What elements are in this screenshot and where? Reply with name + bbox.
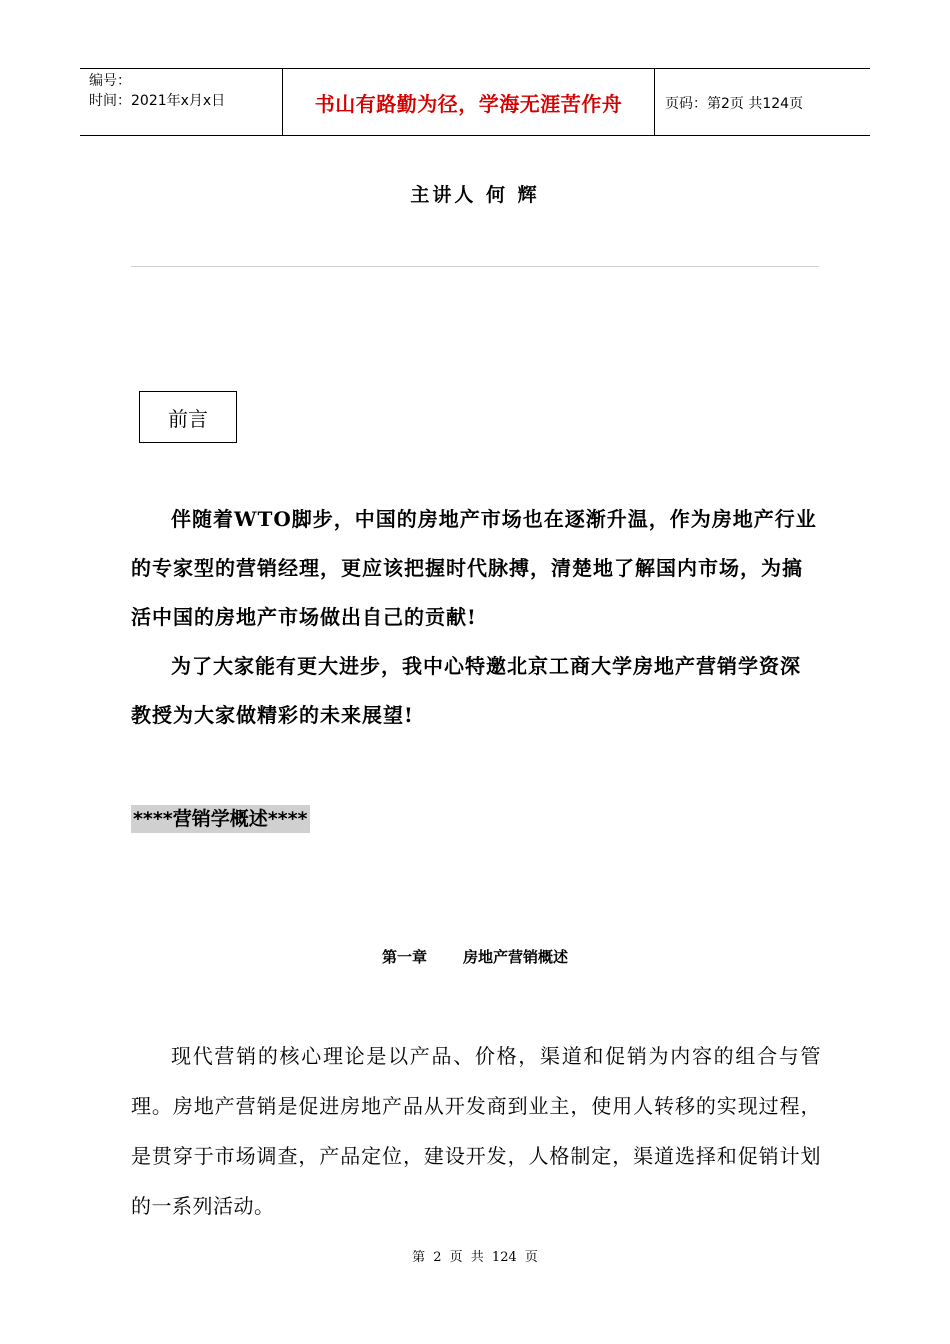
divider: [131, 266, 819, 267]
body-paragraph: 现代营销的核心理论是以产品、价格，渠道和促销为内容的组合与管理。房地产营销是促进房地产品从开发商到业主，使用人转移的实现过程，是贯穿于市场调查，产品定位，建设开发，人格制定，渠道选择和促销计划的一系列活动。: [131, 1044, 821, 1218]
overview-heading: ****营销学概述****: [131, 805, 310, 833]
header-page-info: 页码：第2页 共124页: [665, 96, 804, 112]
header-meta: [89, 71, 225, 111]
page-header: [80, 68, 870, 136]
number-label: 编号：: [89, 73, 131, 89]
header-motto: 书山有路勤为径，学海无涯苦作舟: [282, 68, 655, 136]
chapter-heading: [0, 946, 950, 967]
time-label: 时间：2021年x月x日: [89, 93, 226, 109]
page-footer: 第 2 页 共 124 页: [412, 1250, 538, 1265]
preface-paragraph-2: 为了大家能有更大进步，我中心特邀北京工商大学房地产营销学资深教授为大家做精彩的未来展望!: [131, 654, 801, 727]
chapter-title: 房地产营销概述: [463, 948, 569, 966]
preface-title: 前言: [139, 391, 237, 443]
speaker-line: 主讲人 何 辉: [410, 184, 540, 206]
preface-paragraph-1: 伴随着WTO脚步，中国的房地产市场也在逐渐升温，作为房地产行业的专家型的营销经理，更应该把握时代脉搏，清楚地了解国内市场，为搞活中国的房地产市场做出自己的贡献!: [131, 507, 817, 629]
chapter-number: 第一章: [381, 948, 427, 966]
